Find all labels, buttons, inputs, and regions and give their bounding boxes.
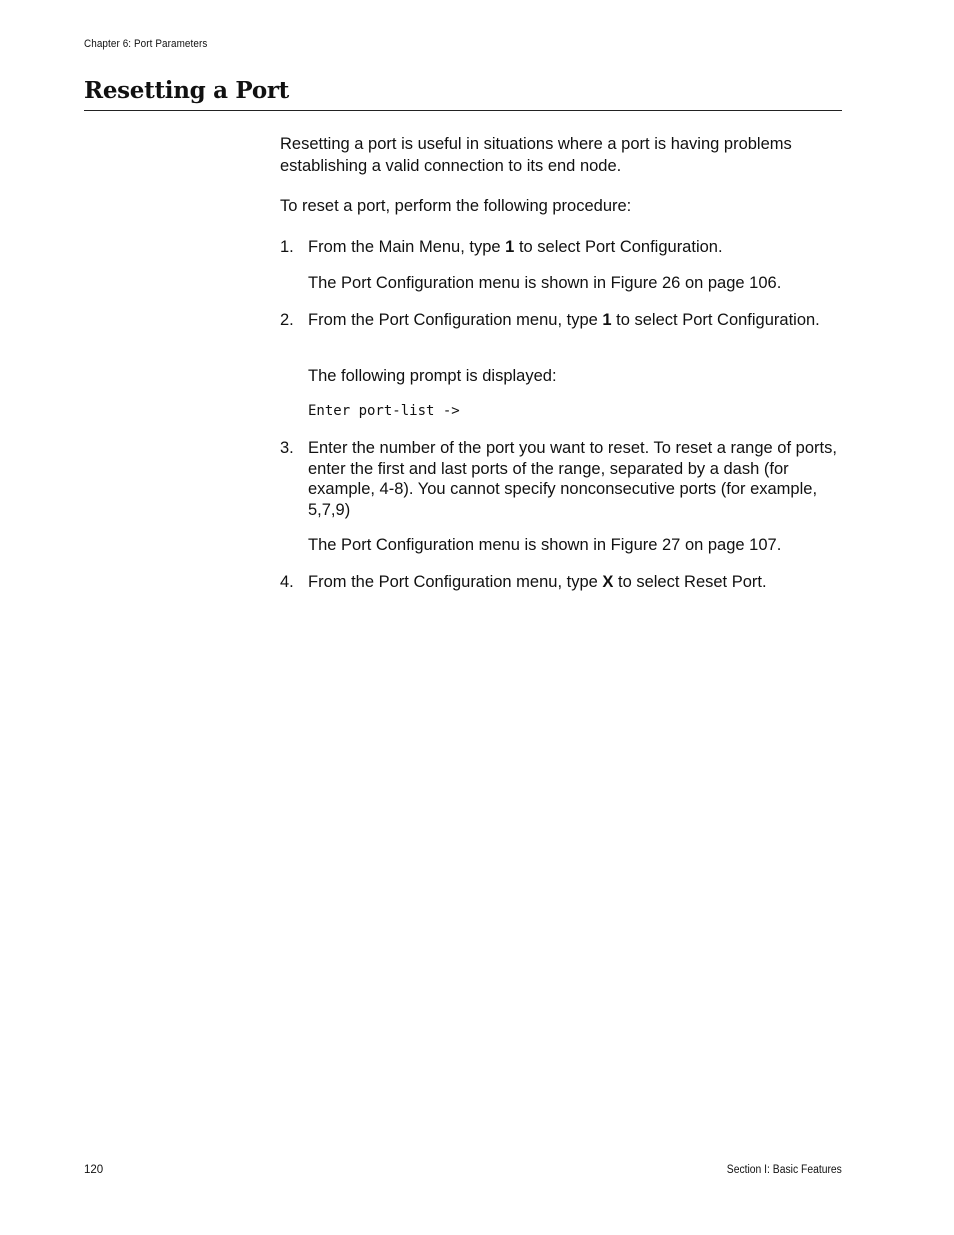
step-number: 2. [280,311,294,329]
step-note: The Port Configuration menu is shown in Figure 26 on page 106. [308,274,782,292]
step-key: 1 [602,311,612,329]
step-note: The following prompt is displayed: [308,367,557,385]
step-key: X [602,573,614,591]
running-header: Chapter 6: Port Parameters [84,38,208,50]
step-text-before: From the Port Configuration menu, type [308,311,603,329]
step-text-after: to select Port Configuration. [611,311,820,329]
title-rule [84,110,842,111]
step-text-after: to select Port Configuration. [514,238,723,256]
step-text [308,310,840,331]
step-number: 4. [280,573,294,591]
step-text-after: to select Reset Port. [613,573,767,591]
step-text [308,237,840,258]
step-key: 1 [505,238,515,256]
section-title: Resetting a Port [84,77,289,104]
intro-paragraph: Resetting a port is useful in situations where a port is having problems establishing a valid connection to its end node. [280,135,792,175]
step-number: 3. [280,439,294,457]
step-text-before: From the Main Menu, type [308,238,506,256]
page-number: 120 [84,1164,104,1176]
code-prompt: Enter port-list -> [308,403,460,419]
step-text-before: From the Port Configuration menu, type [308,573,603,591]
step-text: Enter the number of the port you want to reset. To reset a range of ports, enter the first and last ports of the range, separated by a dash (for example, 4-8). You cannot specify nonconsecutive ports (for example, 5,7,9) [308,439,837,519]
footer-section-name: Section I: Basic Features [726,1164,842,1176]
procedure-intro: To reset a port, perform the following procedure: [280,197,632,215]
step-number: 1. [280,238,294,256]
step-note: The Port Configuration menu is shown in Figure 27 on page 107. [308,536,782,554]
step-text [308,572,840,593]
